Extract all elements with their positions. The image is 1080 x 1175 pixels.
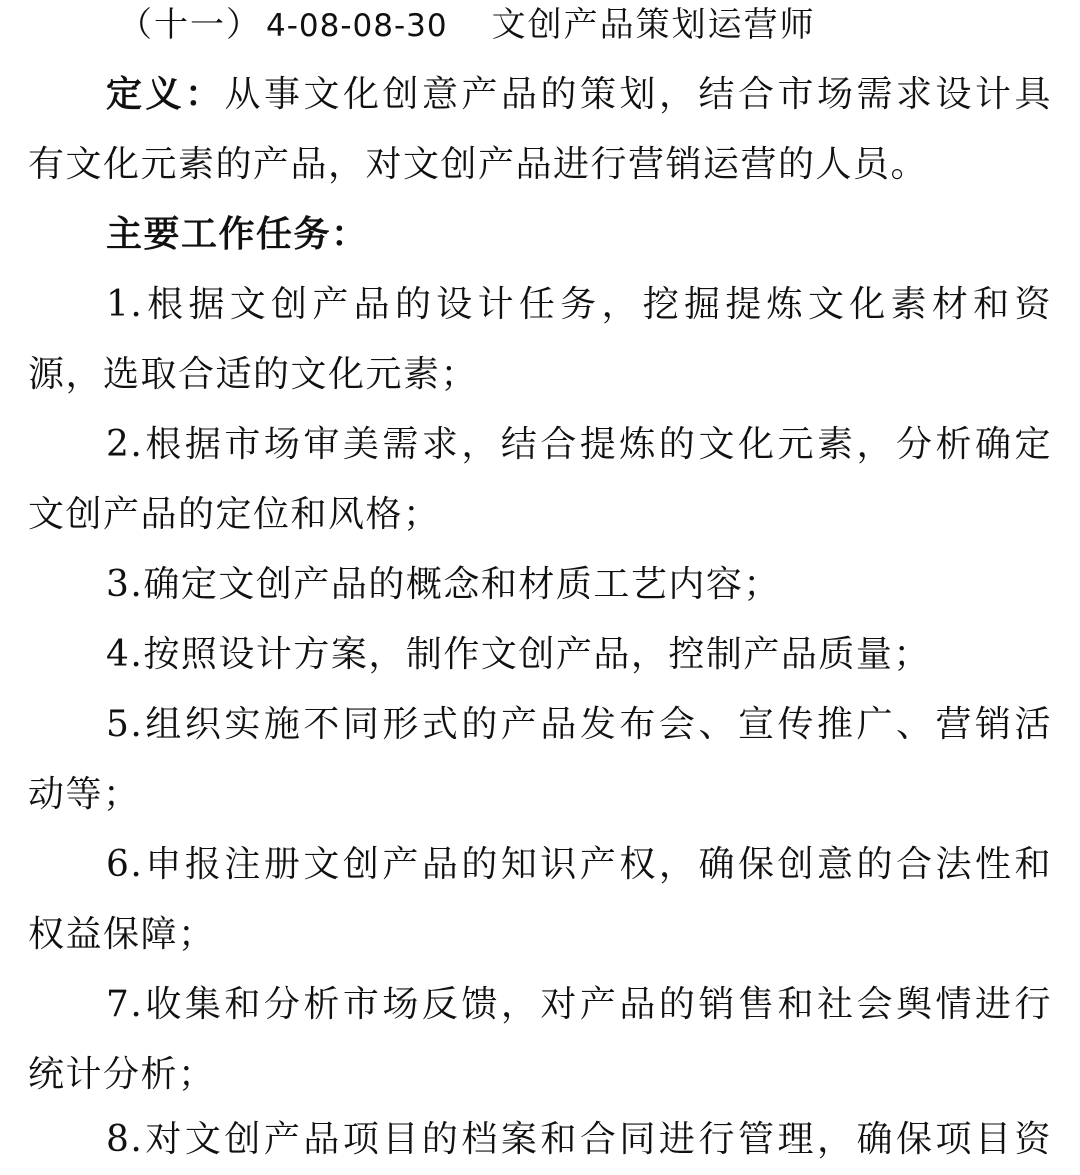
definition-line-2: 有文化元素的产品，对文创产品进行营销运营的人员。 [28,144,929,185]
definition-line-1 [106,60,1052,130]
task-line: 3.确定文创产品的概念和材质工艺内容； [106,564,781,605]
task-line: 4.按照设计方案，制作文创产品，控制产品质量； [106,634,931,675]
task-line: 源，选取合适的文化元素； [28,354,479,395]
task-line: 1.根据文创产品的设计任务，挖掘提炼文化素材和资 [106,284,1052,325]
task-line: 文创产品的定位和风格； [28,494,441,535]
task-line: 权益保障； [28,914,216,955]
tasks-heading: 主要工作任务： [106,214,369,255]
task-line: 2.根据市场审美需求，结合提炼的文化元素，分析确定 [106,424,1052,465]
task-line: 5.组织实施不同形式的产品发布会、宣传推广、营销活 [106,704,1052,745]
occupation-name: 文创产品策划运营师 [491,5,816,45]
occupation-heading [118,0,1018,60]
task-line: 7.收集和分析市场反馈，对产品的销售和社会舆情进行 [106,984,1052,1025]
heading-prefix: （十一） [118,5,262,45]
task-line: 6.申报注册文创产品的知识产权，确保创意的合法性和 [106,844,1052,885]
task-line: 统计分析； [28,1054,216,1095]
task-line: 动等； [28,774,141,815]
task-line: 8.对文创产品项目的档案和合同进行管理，确保项目资 [106,1119,1052,1160]
definition-text: 从事文化创意产品的策划，结合市场需求设计具 [224,74,1052,115]
definition-label: 定义： [106,74,225,115]
occupation-code: 4-08-08-30 [266,8,448,44]
